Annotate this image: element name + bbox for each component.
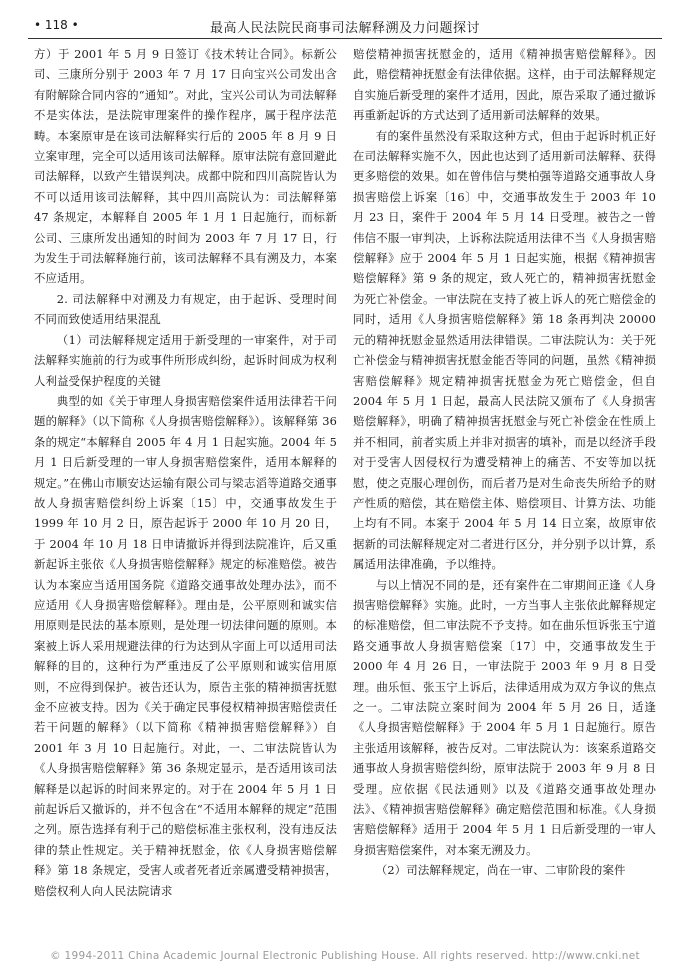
right-column (353, 44, 656, 942)
page-number: • 118 • (34, 18, 79, 32)
paragraph: 典型的如《关于审理人身损害赔偿案件适用法律若干问题的解释》（以下简称《人身损害赔偿解释》）。该解释第 36 条的规定“本解释自 2005 年 4 月 1 日起实施。2004 年 5 月 1 日后新受理的一审人身损害赔偿案件，适用本解释的规定。”在佛山市顺安达运输有限公司与梁志滔等道路交通事故人身损害赔偿纠纷上诉案〔15〕中，交通事故发生于 1999 年 10 月 2 日，原告起诉于 2000 年 10 月 20 日，于 2004 年 10 月 18 日申请撤诉并得到法院准许，后又重新起诉主张依《人身损害赔偿解释》规定的标准赔偿。被告认为本案应当适用国务院《道路交通事故处理办法》，而不应适用《人身损害赔偿解释》。理由是，公平原则和诚实信用原则是民法的基本原则，是处理一切法律问题的原则。本案被上诉人采用规避法律的行为达到从字面上可以适用司法解释的目的，这种行为严重违反了公平原则和诚实信用原则，不应得到保护。被告还认为，原告主张的精神损害抚慰金不应被支持。因为《关于确定民事侵权精神损害赔偿责任若干问题的解释》（以下简称《精神损害赔偿解释》）自 2001 年 3 月 10 日起施行。对此，一、二审法院皆认为《人身损害赔偿解释》第 36 条规定显示，是否适用该司法解释是以起诉的时间来界定的。对于在 2004 年 5 月 1 日前起诉后又撤诉的，并不包含在“不适用本解释的规定”范围之列。原告选择有利于己的赔偿标准主张权利，没有违反法律的禁止性规定。关于精神抚慰金，依《人身损害赔偿解释》第 18 条规定，受害人或者死者近亲属遭受精神损害，赔偿权利人向人民法院请求 (34, 393, 337, 898)
paragraph: 2. 司法解释中对溯及力有规定，由于起诉、受理时间不同而致使适用结果混乱 (34, 291, 337, 327)
paragraph: 有的案件虽然没有采取这种方式，但由于起诉时机正好在司法解释实施不久，因此也达到了适用新司法解释、获得更多赔偿的效果。如在曾伟信与樊柏强等道路交通事故人身损害赔偿上诉案〔16〕中，交通事故发生于 2003 年 10 月 23 日，案件于 2004 年 5 月 14 日受理。被告之一曾伟信不服一审判决，上诉称法院适用法律不当《人身损害赔偿解释》应于 2004 年 5 月 1 日起实施，根据《精神损害赔偿解释》第 9 条的规定，致人死亡的，精神损害抚慰金为死亡补偿金。一审法院在支持了被上诉人的死亡赔偿金的同时，适用《人身损害赔偿解释》第 18 条再判决 20000 元的精神抚慰金显然适用法律错误。二审法院认为：关于死亡补偿金与精神损害抚慰金能否等同的问题，虽然《精神损害赔偿解释》规定精神损害抚慰金为死亡赔偿金，但自 2004 年 5 月 1 日起，最高人民法院又颁布了《人身损害赔偿解释》，明确了精神损害抚慰金与死亡补偿金在性质上并不相同，前者实质上并非对损害的填补，而是以经济手段对于受害人因侵权行为遭受精神上的痛苦、不安等加以抚慰，使之克服心理创伤，而后者乃是对生命丧失所给予的财产性质的赔偿，其在赔偿主体、赔偿项目、计算方法、功能上均有不同。本案于 2004 年 5 月 14 日立案，故原审依据新的司法解释规定对二者进行区分，并分别予以计算，系属适用法律准确，予以维持。 (353, 128, 656, 572)
running-title: 最高人民法院民商事司法解释溯及力问题探讨 (209, 21, 480, 36)
paragraph: 方）于 2001 年 5 月 9 日签订《技术转让合同》。标新公司、三康所分别于 2003 年 7 月 17 日向宝兴公司发出含有附解除合同内容的“通知”。对此，宝兴公司认为司法解释不是实体法，是法院审理案件的操作程序，属于程序法范畴。本案原审是在该司法解释实行后的 2005 年 8 月 9 日立案审理，完全可以适用该司法解释。原审法院有意回避此司法解释，以致产生错误判决。成都中院和四川高院皆认为不可以适用该司法解释，其中四川高院认为：司法解释第 47 条规定，本解释自 2005 年 1 月 1 日起施行，而标新公司、三康所发出通知的时间为 2003 年 7 月 17 日，行为发生于司法解释施行前，该司法解释不具有溯及力，本案不应适用。 (34, 47, 337, 286)
running-header (28, 14, 662, 39)
paragraph: （1）司法解释规定适用于新受理的一审案件，对于司法解释实施前的行为或事件所形成纠纷，起诉时间成为权利人利益受保护程度的关键 (34, 332, 337, 388)
paragraph: 与以上情况不同的是，还有案件在二审期间正逢《人身损害赔偿解释》实施。此时，一方当事人主张依此解释规定的标准赔偿，但二审法院不予支持。如在曲乐恒诉张玉宁道路交通事故人身损害赔偿案〔17〕中，交通事故发生于 2000 年 4 月 26 日，一审法院于 2003 年 9 月 8 日受理。曲乐恒、张玉宁上诉后，法律适用成为双方争议的焦点之一。二审法院立案时间为 2004 年 5 月 26 日，适逢《人身损害赔偿解释》于 2004 年 5 月 1 日起施行。原告主张适用该解释，被告反对。二审法院认为：该案系道路交通事故人身损害赔偿纠纷，原审法院于 2003 年 9 月 8 日受理。应依据《民法通则》以及《道路交通事故处理办法》、《精神损害赔偿解释》确定赔偿范围和标准。《人身损害赔偿解释》适用于 2004 年 5 月 1 日后新受理的一审人身损害赔偿案件，对本案无溯及力。 (353, 577, 656, 857)
body-columns (34, 44, 656, 942)
paragraph: 赔偿精神损害抚慰金的，适用《精神损害赔偿解释》。因此，赔偿精神抚慰金有法律依据。这样，由于司法解释规定自实施后新受理的案件才适用，因此，原告采取了通过撤诉再重新起诉的方式达到了适用新司法解释的效果。 (353, 47, 656, 123)
left-column (34, 44, 337, 942)
paragraph: （2）司法解释规定，尚在一审、二审阶段的案件 (375, 863, 626, 878)
copyright-footer: © 1994-2011 China Academic Journal Electronic Publishing House. All rights reserved. http://www.cnki.net (50, 950, 640, 962)
